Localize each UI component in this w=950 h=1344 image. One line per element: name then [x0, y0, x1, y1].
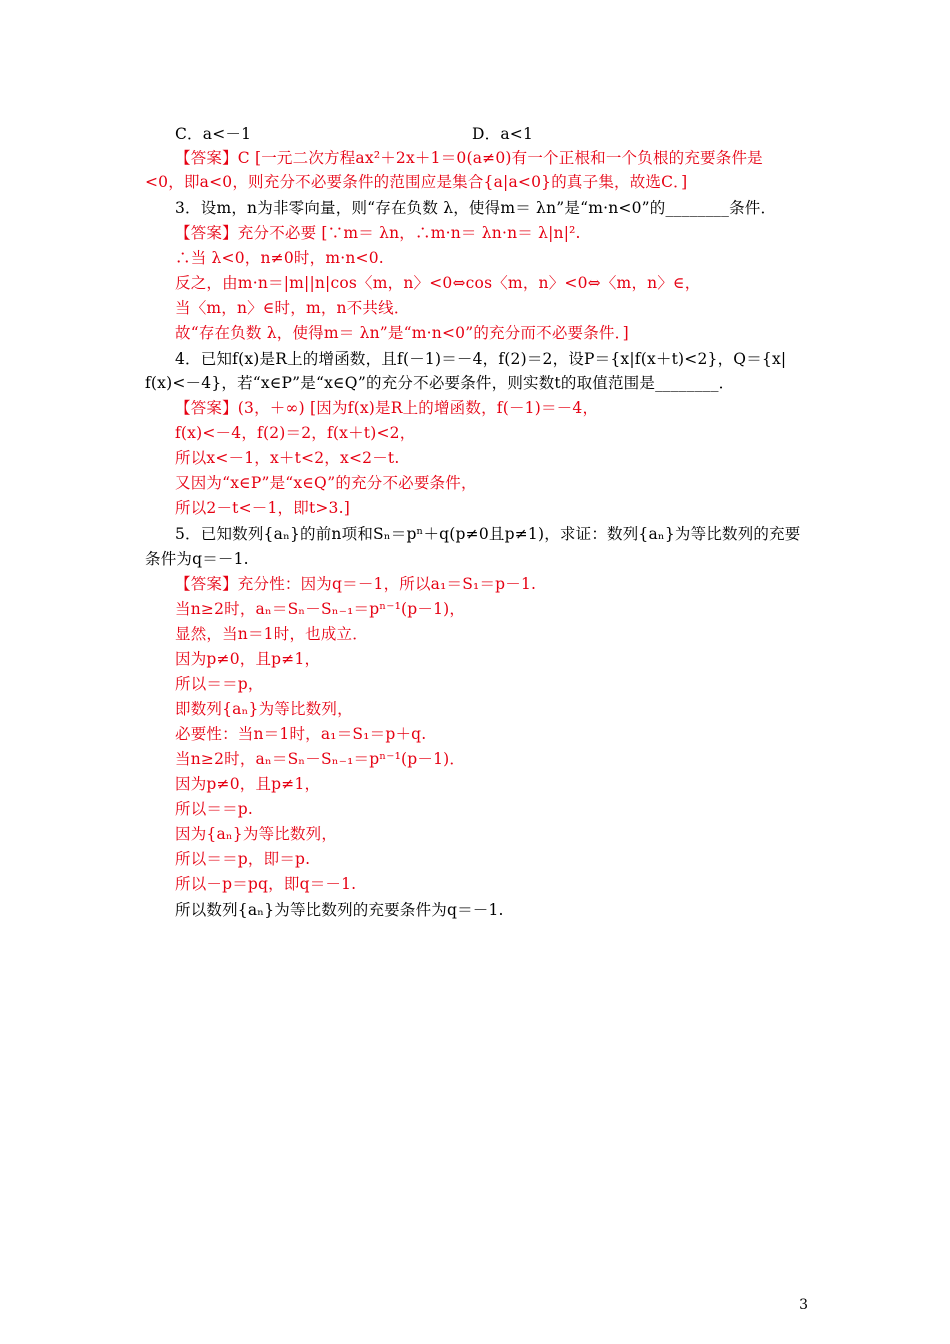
answer-line: 因为p≠0，且p≠1，: [175, 775, 321, 793]
answer-line: 当〈m，n〉∈时，m，n不共线．: [175, 299, 410, 317]
answer-line: 【答案】充分性：因为q＝－1，所以a₁＝S₁＝p－1.: [175, 575, 537, 593]
answer-line: 所以2－t<－1，即t>3.]: [175, 499, 350, 517]
answer-line: f(x)<－4，f(2)＝2，f(x＋t)<2，: [175, 424, 416, 442]
answer-line: 故“存在负数 λ，使得m＝ λn”是“m·n<0”的充分而不必要条件．]: [175, 324, 629, 342]
answer-line: 【答案】(3，＋∞) [因为f(x)是R上的增函数，f(－1)＝－4，: [175, 399, 599, 417]
answer-line: 所以－p＝pq，即q＝－1.: [175, 875, 357, 893]
question-line: 3．设m，n为非零向量，则“存在负数 λ，使得m＝ λn”是“m·n<0”的________条件．: [175, 199, 777, 217]
answer-line: 显然，当n＝1时，也成立．: [175, 625, 368, 643]
answer-line: 因为{aₙ}为等比数列，: [175, 825, 338, 843]
answer-line: ∴当 λ<0，n≠0时，m·n<0.: [175, 249, 384, 267]
question-line: C．a<－1: [175, 125, 252, 143]
answer-line: 即数列{aₙ}为等比数列，: [175, 700, 353, 718]
question-line: 5．已知数列{aₙ}的前n项和Sₙ＝pⁿ＋q(p≠0且p≠1)，求证：数列{aₙ}为等比数列的充要: [175, 525, 801, 543]
answer-line: 所以＝＝p，即＝p.: [175, 850, 311, 868]
answer-line: 又因为“x∈P”是“x∈Q”的充分不必要条件，: [175, 474, 477, 492]
answer-line: <0，即a<0，则充分不必要条件的范围应是集合{a|a<0}的真子集，故选C．]: [145, 173, 688, 191]
answer-line: 反之，由m·n＝|m||n|cos〈m，n〉<0⇔cos〈m，n〉<0⇔〈m，n〉∈，: [175, 274, 701, 292]
answer-line: 所以x<－1，x＋t<2，x<2－t.: [175, 449, 400, 467]
question-line: 4．已知f(x)是R上的增函数，且f(－1)＝－4，f(2)＝2，设P＝{x|f(x＋t)<2}，Q＝{x|: [175, 350, 787, 368]
page-number: 3: [799, 1297, 808, 1313]
question-line: f(x)<－4}，若“x∈P”是“x∈Q”的充分不必要条件，则实数t的取值范围是________．: [145, 374, 735, 392]
answer-line: 所以＝＝p.: [175, 800, 254, 818]
answer-line: 当n≥2时，aₙ＝Sₙ－Sₙ₋₁＝pⁿ⁻¹(p－1)．: [175, 750, 466, 768]
answer-line: 因为p≠0，且p≠1，: [175, 650, 321, 668]
answer-line: 【答案】C [一元二次方程ax²＋2x＋1＝0(a≠0)有一个正根和一个负根的充要条件是: [175, 149, 763, 167]
question-line: D．a<1: [472, 125, 534, 143]
question-line: 所以数列{aₙ}为等比数列的充要条件为q＝－1.: [175, 901, 504, 919]
answer-line: 所以＝＝p，: [175, 675, 264, 693]
answer-line: 必要性：当n＝1时，a₁＝S₁＝p＋q.: [175, 725, 427, 743]
answer-line: 【答案】充分不必要 [∵m＝ λn，∴m·n＝ λn·n＝ λ|n|².: [175, 224, 581, 242]
answer-line: 当n≥2时，aₙ＝Sₙ－Sₙ₋₁＝pⁿ⁻¹(p－1)，: [175, 600, 466, 618]
question-line: 条件为q＝－1.: [145, 550, 249, 568]
